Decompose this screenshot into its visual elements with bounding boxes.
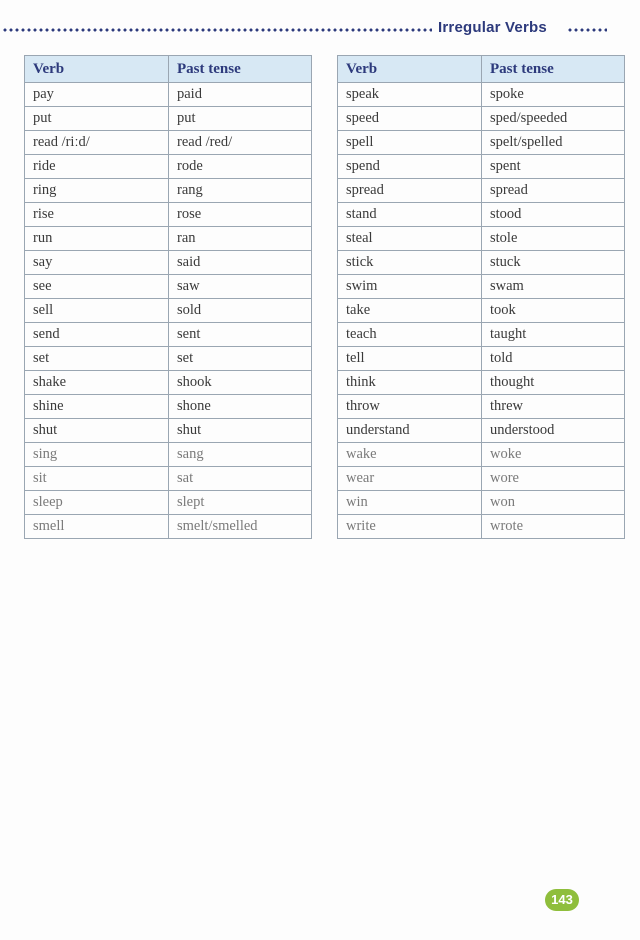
table-row [25, 107, 312, 131]
table-row [338, 347, 625, 371]
past-tense-cell: taught [482, 323, 625, 347]
past-tense-cell: stole [482, 227, 625, 251]
past-tense-cell: wore [482, 467, 625, 491]
verb-cell: speed [338, 107, 482, 131]
past-tense-cell: rang [169, 179, 312, 203]
table-row [338, 299, 625, 323]
past-tense-cell: spent [482, 155, 625, 179]
verb-cell: speak [338, 83, 482, 107]
past-tense-cell: told [482, 347, 625, 371]
table-row [25, 323, 312, 347]
table-row [338, 491, 625, 515]
verb-cell: wake [338, 443, 482, 467]
verb-cell: shut [25, 419, 169, 443]
verb-cell: pay [25, 83, 169, 107]
verb-cell: spread [338, 179, 482, 203]
table-row [25, 347, 312, 371]
past-tense-cell: ran [169, 227, 312, 251]
past-tense-cell: sold [169, 299, 312, 323]
verb-cell: spend [338, 155, 482, 179]
page-number-badge: 143 [545, 889, 579, 911]
past-tense-cell: rode [169, 155, 312, 179]
verb-cell: sit [25, 467, 169, 491]
past-tense-cell: took [482, 299, 625, 323]
past-tense-cell: smelt/smelled [169, 515, 312, 539]
verb-cell: ride [25, 155, 169, 179]
verb-table-left [24, 55, 312, 539]
verb-cell: set [25, 347, 169, 371]
past-tense-cell: swam [482, 275, 625, 299]
table-row [25, 515, 312, 539]
verb-cell: wear [338, 467, 482, 491]
table-row [338, 251, 625, 275]
table-row [338, 323, 625, 347]
column-header-past-tense: Past tense [482, 56, 625, 83]
past-tense-cell: sat [169, 467, 312, 491]
dotted-rule-left [2, 28, 432, 32]
dotted-rule-right [567, 28, 607, 32]
table-row [25, 371, 312, 395]
past-tense-cell: set [169, 347, 312, 371]
verb-cell: shine [25, 395, 169, 419]
past-tense-cell: said [169, 251, 312, 275]
column-header-verb: Verb [25, 56, 169, 83]
table-row [25, 299, 312, 323]
table-header-row [338, 56, 625, 83]
past-tense-cell: put [169, 107, 312, 131]
past-tense-cell: stood [482, 203, 625, 227]
table-row [25, 227, 312, 251]
verb-cell: sell [25, 299, 169, 323]
verb-cell: ring [25, 179, 169, 203]
table-row [338, 203, 625, 227]
table-row [25, 131, 312, 155]
verb-cell: steal [338, 227, 482, 251]
table-row [338, 275, 625, 299]
table-row [338, 107, 625, 131]
column-header-past-tense: Past tense [169, 56, 312, 83]
table-row [25, 179, 312, 203]
page-title: Irregular Verbs [438, 19, 547, 36]
past-tense-cell: spoke [482, 83, 625, 107]
verb-cell: see [25, 275, 169, 299]
verb-cell: teach [338, 323, 482, 347]
past-tense-cell: stuck [482, 251, 625, 275]
past-tense-cell: read /red/ [169, 131, 312, 155]
verb-cell: shake [25, 371, 169, 395]
verb-cell: read /riːd/ [25, 131, 169, 155]
verb-cell: throw [338, 395, 482, 419]
verb-cell: stick [338, 251, 482, 275]
past-tense-cell: woke [482, 443, 625, 467]
verb-cell: rise [25, 203, 169, 227]
verb-cell: send [25, 323, 169, 347]
table-row [25, 419, 312, 443]
past-tense-cell: threw [482, 395, 625, 419]
verb-cell: understand [338, 419, 482, 443]
verb-cell: say [25, 251, 169, 275]
table-row [338, 443, 625, 467]
table-row [338, 419, 625, 443]
table-row [25, 443, 312, 467]
past-tense-cell: saw [169, 275, 312, 299]
table-row [338, 467, 625, 491]
page-header [0, 18, 640, 42]
past-tense-cell: slept [169, 491, 312, 515]
past-tense-cell: thought [482, 371, 625, 395]
verb-cell: run [25, 227, 169, 251]
verb-cell: spell [338, 131, 482, 155]
verb-cell: write [338, 515, 482, 539]
verb-cell: win [338, 491, 482, 515]
column-header-verb: Verb [338, 56, 482, 83]
verb-cell: put [25, 107, 169, 131]
table-row [338, 371, 625, 395]
table-row [338, 395, 625, 419]
verb-cell: smell [25, 515, 169, 539]
table-header-row [25, 56, 312, 83]
table-row [338, 83, 625, 107]
past-tense-cell: understood [482, 419, 625, 443]
table-row [338, 515, 625, 539]
table-row [25, 155, 312, 179]
past-tense-cell: spread [482, 179, 625, 203]
verb-cell: take [338, 299, 482, 323]
past-tense-cell: rose [169, 203, 312, 227]
past-tense-cell: won [482, 491, 625, 515]
table-row [338, 155, 625, 179]
table-row [25, 275, 312, 299]
table-row [25, 467, 312, 491]
verb-table-right [337, 55, 625, 539]
past-tense-cell: shook [169, 371, 312, 395]
verb-cell: swim [338, 275, 482, 299]
past-tense-cell: shut [169, 419, 312, 443]
table-row [338, 179, 625, 203]
past-tense-cell: sang [169, 443, 312, 467]
table-row [338, 227, 625, 251]
table-row [25, 251, 312, 275]
past-tense-cell: shone [169, 395, 312, 419]
table-row [25, 203, 312, 227]
past-tense-cell: wrote [482, 515, 625, 539]
verb-cell: sleep [25, 491, 169, 515]
verb-cell: tell [338, 347, 482, 371]
table-row [25, 491, 312, 515]
verb-cell: sing [25, 443, 169, 467]
table-row [25, 395, 312, 419]
verb-cell: stand [338, 203, 482, 227]
table-row [338, 131, 625, 155]
past-tense-cell: sent [169, 323, 312, 347]
past-tense-cell: paid [169, 83, 312, 107]
verb-cell: think [338, 371, 482, 395]
past-tense-cell: spelt/spelled [482, 131, 625, 155]
past-tense-cell: sped/speeded [482, 107, 625, 131]
table-row [25, 83, 312, 107]
